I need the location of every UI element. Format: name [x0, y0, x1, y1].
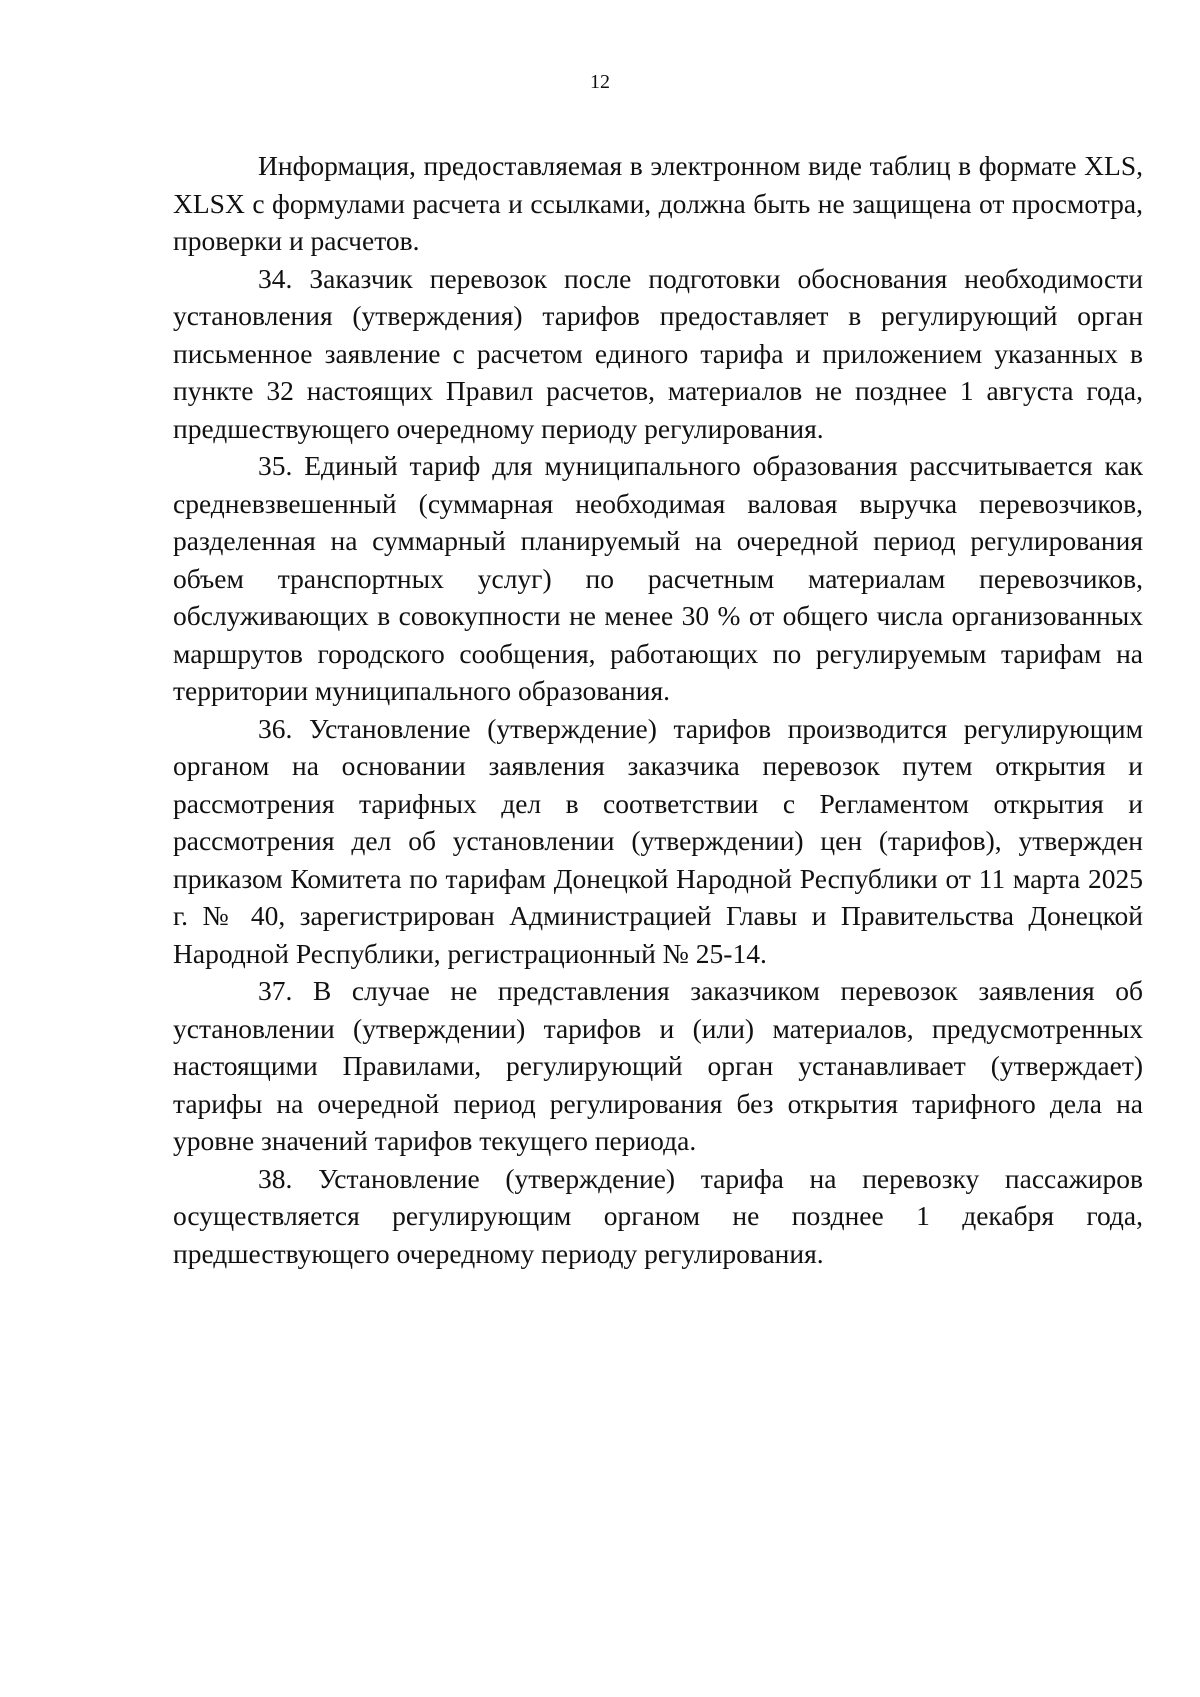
paragraph-xls-info: Информация, предоставляемая в электронном виде таблиц в формате XLS, XLSX с формулами расчета и ссылками, должна быть не защищена от просмотра, проверки и расчетов.	[173, 150, 1143, 256]
paragraph-34: 34. Заказчик перевозок после подготовки обоснования необходимости установления (утверждения) тарифов предоставляет в регулирующий орган письменное заявление с расчетом единого тарифа и приложением указанных в пункте 32 настоящих Правил расчетов, материалов не позднее 1 августа года, предшествующего очередному периоду регулирования.	[173, 262, 1143, 444]
paragraph-35: 35. Единый тариф для муниципального образования рассчитывается как средневзвешенный (суммарная необходимая валовая выручка перевозчиков, разделенная на суммарный планируемый на очередной период регулирования объем транспортных услуг) по расчетным материалам перевозчиков, обслуживающих в совокупности не менее 30 % от общего числа организованных маршрутов городского сообщения, работающих по регулируемым тарифам на территории муниципального образования.	[173, 450, 1143, 706]
page-number: 12	[590, 71, 610, 93]
paragraph-36: 36. Установление (утверждение) тарифов производится регулирующим органом на основании заявления заказчика перевозок путем открытия и рассмотрения тарифных дел в соответствии с Регламентом открытия и рассмотрения дел об установлении (утверждении) цен (тарифов), утвержден приказом Комитета по тарифам Донецкой Народной Республики от 11 марта 2025 г. № 40, зарегистрирован Администрацией Главы и Правительства Донецкой Народной Республики, регистрационный № 25-14.	[173, 712, 1143, 969]
paragraph-38: 38. Установление (утверждение) тарифа на перевозку пассажиров осуществляется регулирующим органом не позднее 1 декабря года, предшествующего очередному периоду регулирования.	[173, 1162, 1143, 1269]
paragraph-37: 37. В случае не представления заказчиком перевозок заявления об установлении (утверждении) тарифов и (или) материалов, предусмотренных настоящими Правилами, регулирующий орган устанавливает (утверждает) тарифы на очередной период регулирования без открытия тарифного дела на уровне значений тарифов текущего периода.	[173, 975, 1143, 1156]
document-body	[173, 147, 1143, 1272]
